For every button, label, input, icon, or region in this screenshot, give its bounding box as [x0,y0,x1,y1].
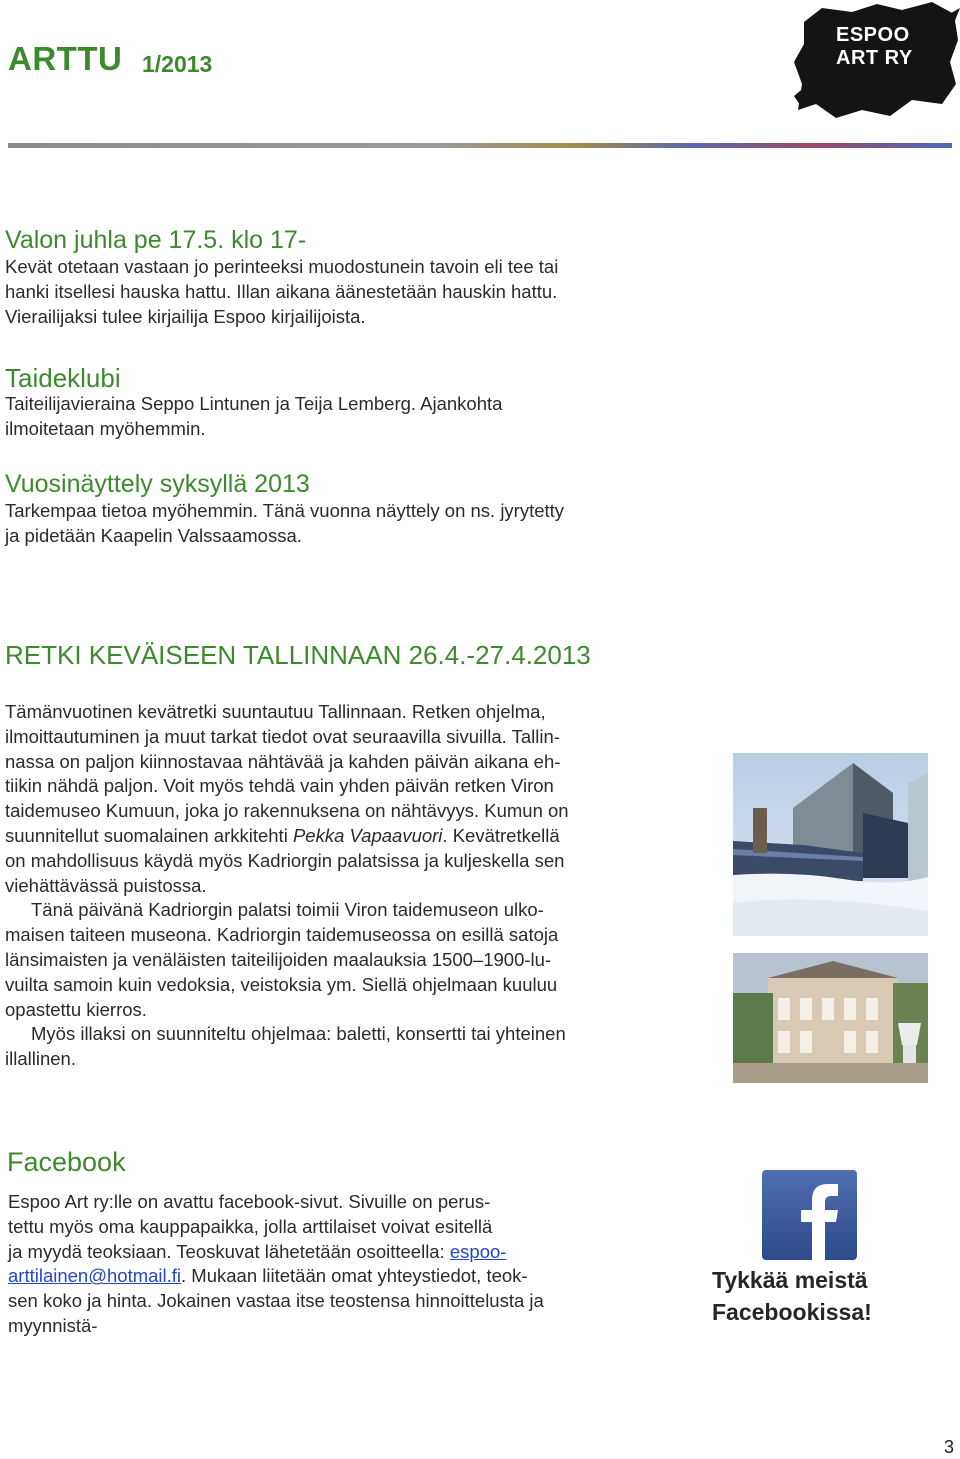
section-body-vuosinayttely [5,499,564,549]
cta-line-2: Facebookissa! [712,1299,872,1325]
text-line: ja pidetään Kaapelin Valssaamossa. [5,524,302,546]
text-fragment: suunnitellut suomalainen arkkitehti [5,824,293,846]
kumu-museum-photo [733,753,928,936]
kadriorg-palace-photo [733,953,928,1083]
text-line: tettu myös oma kauppapaikka, jolla arttilaiset voivat esitellä [8,1215,493,1237]
newsletter-title: ARTTU [8,40,123,77]
text-line: sen koko ja hinta. Jokainen vastaa itse teostensa hinnoittelusta ja [8,1290,544,1312]
section-body-retki [5,700,569,1072]
issue-number: 1/2013 [142,51,213,77]
text-line: viehättävässä puistossa. [5,874,207,896]
section-heading-vuosinayttely: Vuosinäyttely syksyllä 2013 [5,470,310,498]
logo-line-2: ART RY [836,47,913,69]
section-body-valon-juhla [5,255,558,329]
text-line: illallinen. [5,1048,76,1070]
text-line: Tänä päivänä Kadriorgin palatsi toimii Viron taidemuseon ulko- [31,899,544,921]
text-line: Myös illaksi on suunniteltu ohjelmaa: baletti, konsertti tai yhteinen [31,1023,566,1045]
facebook-cta[interactable] [712,1264,872,1328]
facebook-f-icon[interactable] [762,1170,857,1260]
text-line: Vierailijaksi tulee kirjailija Espoo kirjailijoista. [5,305,366,327]
section-heading-taideklubi: Taideklubi [5,363,121,393]
text-line: Taiteilijavieraina Seppo Lintunen ja Teija Lemberg. Ajankohta [5,393,503,414]
text-line-email [8,1240,544,1265]
text-line: taidemuseo Kumuun, joka jo rakennuksena on nähtävyys. Kumun on [5,800,569,822]
text-fragment: ja myydä teoksiaan. Teoskuvat lähetetään osoitteella: [8,1240,450,1262]
text-line: maisen taiteen museona. Kadriorgin taidemuseossa on esillä satoja [5,924,559,946]
text-line: tiikin nähdä paljon. Voit myös tehdä vain yhden päivän retken Viron [5,775,554,797]
logo-text [836,24,913,70]
section-heading-valon-juhla: Valon juhla pe 17.5. klo 17- [5,226,307,254]
text-line-email-cont [8,1264,544,1289]
text-line: ilmoitetaan myöhemmin. [5,417,206,439]
text-fragment: . Kevätretkellä [442,824,560,846]
section-body-facebook [8,1190,544,1339]
email-link-part-2[interactable]: arttilainen@hotmail.fi [8,1265,182,1287]
logo-line-1: ESPOO [836,24,910,46]
text-line: ilmoittautuminen ja muut tarkat tiedot ovat seuraavilla sivuilla. Tallin- [5,725,560,747]
text-line: Tämänvuotinen kevätretki suuntautuu Tallinnaan. Retken ohjelma, [5,701,546,722]
page-number: 3 [944,1437,955,1457]
section-heading-facebook: Facebook [7,1147,126,1177]
text-line: vuilta samoin kuin vedoksia, veistoksia ym. Siellä ohjelmaan kuuluu [5,973,558,995]
header-divider [8,143,952,148]
text-line: hanki itsellesi hauska hattu. Illan aikana äänestetään hauskin hattu. [5,280,558,302]
text-line: Kevät otetaan vastaan jo perinteeksi muodostunein tavoin eli tee tai [5,256,559,277]
text-line: Tarkempaa tietoa myöhemmin. Tänä vuonna näyttely on ns. jyrytetty [5,500,565,521]
cta-line-1: Tykkää meistä [712,1267,868,1293]
email-link-part-1[interactable]: espoo- [449,1240,507,1262]
text-line: nassa on paljon kiinnostavaa nähtävää ja kahden päivän aikana eh- [5,750,561,772]
section-body-taideklubi [5,392,502,442]
text-line: länsimaisten ja venäläisten taiteilijoiden maalauksia 1500–1900-lu- [5,948,552,970]
text-fragment: . Mukaan liitetään omat yhteystiedot, teok- [181,1265,528,1287]
text-line: on mahdollisuus käydä myös Kadriorgin palatsissa ja kuljeskella sen [5,849,565,871]
text-line: Espoo Art ry:lle on avattu facebook-sivut. Sivuille on perus- [8,1191,491,1212]
text-line: opastettu kierros. [5,998,147,1020]
section-heading-retki: RETKI KEVÄISEEN TALLINNAAN 26.4.-27.4.2013 [5,640,591,670]
text-line-architect [5,824,569,849]
architect-name: Pekka Vapaavuori [292,824,443,846]
text-line: myynnistä- [8,1314,98,1336]
